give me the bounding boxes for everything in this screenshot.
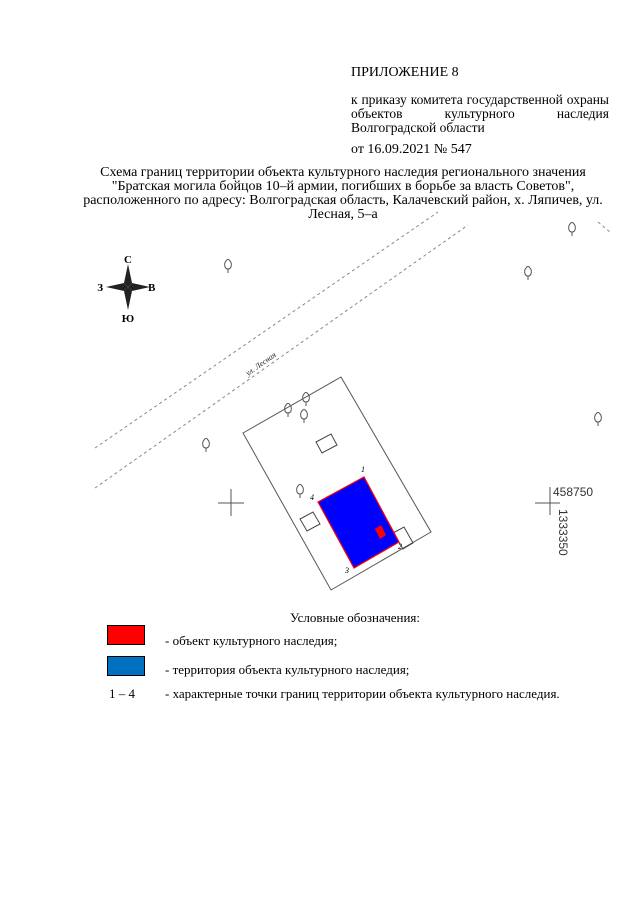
compass-north: С	[124, 254, 132, 266]
point-label: 4	[310, 493, 314, 502]
tree-icon	[301, 410, 308, 424]
compass-west: З	[97, 282, 103, 294]
heritage-territory	[318, 477, 399, 568]
compass-south: Ю	[121, 313, 135, 325]
tree-icon	[569, 223, 576, 237]
road	[95, 212, 610, 488]
parcel-boundary	[243, 377, 431, 590]
legend-object-text: - объект культурного наследия;	[165, 633, 338, 648]
tree-icon	[225, 260, 232, 274]
appendix-label: ПРИЛОЖЕНИЕ 8	[351, 65, 459, 80]
legend-territory-swatch	[107, 656, 145, 676]
legend-points-text: - характерные точки границ территории объекта культурного наследия.	[165, 686, 560, 701]
street-label: ул. Лесная	[243, 350, 278, 378]
compass-rose	[97, 254, 156, 325]
coordinate-y: 1333350	[556, 509, 570, 556]
legend-territory-text: - территория объекта культурного наследия;	[165, 662, 410, 677]
tree-icon	[525, 267, 532, 281]
order-date: от 16.09.2021 № 547	[351, 142, 472, 157]
grid-crosses	[218, 487, 560, 516]
point-label: 2	[398, 542, 402, 551]
legend-title: Условные обозначения:	[289, 610, 421, 625]
compass-east: В	[148, 282, 156, 294]
coordinate-x: 458750	[553, 485, 594, 499]
legend-points-symbol: 1 – 4	[109, 686, 135, 701]
tree-icon	[303, 393, 310, 407]
legend-object-swatch	[107, 625, 145, 645]
building	[300, 512, 320, 531]
building	[316, 434, 337, 453]
point-label: 1	[361, 465, 365, 474]
order-reference: к приказу комитета государственной охраны объектов культурного наследия Волгоградской области	[351, 92, 609, 135]
document-title: Схема границ территории объекта культурного наследия регионального значения "Братская могила бойцов 10–й армии, погибших в борьбе за власть Советов", расположенного по адресу: Волгоградская область, Калачевский район, х. Ляпичев, ул. Лесная, 5–а	[83, 165, 603, 222]
tree-icon	[203, 439, 210, 453]
tree-icon	[595, 413, 602, 427]
point-label: 3	[345, 566, 349, 575]
tree-icon	[297, 485, 304, 499]
